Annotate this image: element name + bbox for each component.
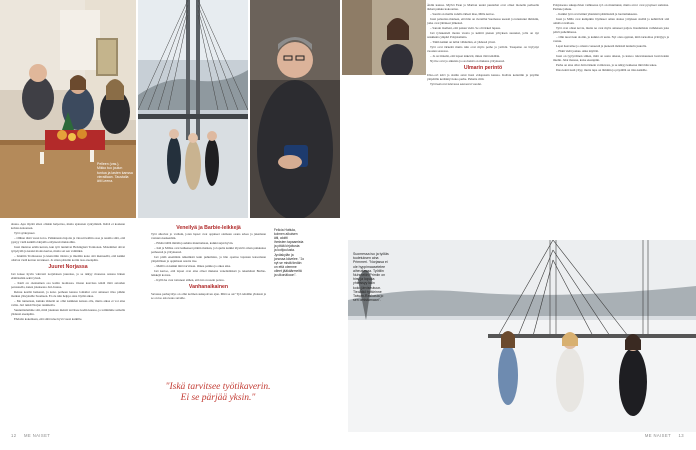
caption-line: aiheuttavaa. Työtilin (353, 268, 384, 273)
caption-line: sen omistamaan". (353, 298, 381, 303)
section-heading: Veneilyä ja Barbie-leikkejä (176, 224, 241, 231)
paragraph: Äidin kanssa. Mylvä Esan ja Marttan uudet puutarhat ovat olleet monelle perheelle tärkeä paikka kokoontua. (427, 3, 539, 12)
paragraph: Työt ovat olleet kovia, mutta ne ovat myös antaneet paljon. Kuulumisia vaihdetaan joka päivä puhelimessa. (553, 25, 669, 34)
text-column-1 (11, 222, 125, 322)
paragraph: Työt syöksyneet. (14, 230, 36, 235)
paragraph: – Sanoin itselleni, että palaan vielä. Se oli tärkeä lupaus. (430, 25, 501, 30)
section-heading: Ulmarin perintö (463, 65, 503, 72)
section-heading: Juuret Norjassa (48, 264, 88, 271)
paragraph: Jussi ja Milla ovat kumpikin löytäneet oman alansa yrityksen sisältä ja kehittävät sitä omalla tavallaan. (553, 16, 669, 25)
paragraph: Suunnittelemme sitä, mitä jokainen meistä tarvitsee kodin kanssa, ja toimimme samalla yhdessä eteenpäin. (11, 307, 125, 316)
caption-line: Suomessa iso ja työläs (353, 252, 389, 256)
photo-caption-family (97, 162, 137, 183)
page-number: 12 (11, 433, 17, 438)
pull-quote-line: "Iskä tarvitsee työtikaverin. (165, 382, 271, 392)
paragraph: Ulko-ovi kävi ja sisään astui Jussi eväspussin kanssa. Kahvia keitettiin ja pöydän ympärille kerääntyi koko perhe. Puhetta riitti. (427, 72, 539, 81)
caption-line: Nuhmeliin Primiin on (353, 273, 386, 278)
caption-line: yhteissyy kuin (353, 281, 375, 286)
paragraph: Työt kertovat tulevassa seuraavat vuodet. (430, 81, 482, 86)
photo-family-table (0, 0, 136, 218)
caption-line: äiti, aloitti (274, 236, 288, 241)
photo-bridge (138, 0, 248, 218)
page-number: 13 (678, 433, 684, 438)
caption-line: ja pitää kirjoitusta (274, 244, 300, 249)
caption-line: Felicia Huttula, (274, 228, 296, 232)
caption-line: kolmen aikuisen (274, 232, 298, 237)
pull-quote-line: Ei se pärjää yksin." (180, 392, 256, 403)
paragraph: – Me tunnetaan, kuinka tärkeää on ollut kaikkien kanssa olla, mutta aikaa ei voi aina valita. Jari tutkii Norjan rannikolla. (11, 298, 125, 307)
paragraph: Iltaa kohti tuuli yltyy, mutta tupa on lämmin ja pöydällä on tilaa kaikille. (556, 67, 648, 72)
paragraph: – Kieli on olennainen osa kotiin tuomassa. Osaan kasvissa tehdä töitä asioiden perusteella, kuten jokaisessa Jari-Juussa. (11, 280, 125, 290)
photo-woman-indoor (342, 0, 426, 75)
caption-line: tuntua ja lasten kanssa (97, 170, 133, 175)
paragraph: – Kaikki työt ovat kiinni yhteisistä päätöksistä ja luottamuksesta. (556, 11, 638, 16)
paragraph: Perhe on aina ollut Jarin tärkein voimavara, ja se näkyy kaikessa mitä hän tekee. (556, 62, 658, 67)
paragraph: – Olin nuori kun aloitin, ja kaikki oli uutta. Nyt olen oppinut, mitä tarkoittaa yrittäjyys ja vastuu. (553, 34, 669, 43)
caption-line: ole hyppimaasetelee (353, 264, 386, 269)
section-heading: Vanhanaikainen (188, 284, 229, 291)
paragraph: – Tämä kaikki on tullut vähitellen, ei yhdessä yössä. (430, 39, 496, 44)
caption-line: ihmisten tapaamista (274, 240, 304, 245)
caption-line: koko järviseutuun. (353, 285, 382, 290)
paragraph: – Kyllä he ovat tottuneet siihen, että isä on usein poissa. (154, 277, 225, 282)
magazine-name: ME NAISET (644, 433, 671, 438)
footer-right (645, 433, 684, 438)
caption-line: Mikko tuo joulun (97, 166, 123, 171)
paragraph: Jari kertoo, että lapset ovat aina olleet mukana veneilemässä ja tekemässä Barbie-leikkejä kotona. (151, 268, 266, 277)
photo-man-cup (250, 0, 340, 218)
caption-line: äiti Leena. (97, 179, 114, 184)
text-column-4 (553, 3, 669, 73)
paragraph: – Ehkä vielä joskus. Aika näyttää. (556, 48, 599, 53)
caption-line: vieraillaan. Taustalla (97, 174, 129, 179)
paragraph: Jussi on tyytyväinen siihen, mitä on saatu aikaan, ja katsoo tulevaisuuteen luottavaisin mielin. Jalat maassa, katse eteenpäin. (553, 53, 669, 62)
side-caption-felicia (274, 228, 326, 277)
paragraph: Suvussa perheyritys on ollut kolmen sukupolven ajan. Mitä se on? Työ tehdään yhdessä ja se on iso asia koko suvulle. (151, 291, 266, 300)
paragraph: Jari työskenteli monta vuotta ja kehitti pienen yrityksen suureksi, jolla on nyt asiakkaita ympäri Pohjoismaita. (427, 30, 539, 39)
paragraph: – Meillä on kaikki mitä tarvitaan. Oikea paikka ja oikea aika. (154, 263, 231, 268)
caption-line: nyt se mistä tiedän (274, 260, 302, 265)
paragraph: Ehdotin kokemaan, että siitä tulee hyvä vuosi kaikille. (14, 316, 83, 321)
paragraph: alussa. Apu myötä alkoi ollakin helpottaa, mutta ajatusten syntymästä. Ikävä ei koskaan kohtaa kokonaan. (11, 222, 125, 231)
footer-left (11, 433, 50, 438)
caption-line: tuuletuksen aina (353, 256, 379, 261)
caption-line: ja kotijoulusta. (274, 248, 295, 253)
caption-line: Tiedätkö tyttärinne (353, 289, 382, 294)
caption-line: ja ulkonäkoon". (274, 273, 297, 278)
paragraph: Jari kokee hyvin vahvasti norjalaisen juurensa, ja se näkyy monessa asiassa hänen elämässään sekä työssä. (11, 271, 125, 281)
caption-line: on että olemme (274, 264, 297, 269)
paragraph: Jussi muistaa erään kerran, kun työt tuntuivat Helsingissä Tornionan. Molemmat olivat työpöytää ja kaatui monta kertaa, mutta sai sen valmiiksi. (11, 244, 125, 253)
caption-line: Pelleen (vas.), (97, 162, 120, 166)
paragraph: Pohjoisessa sukupolvien vaihtuessa työ on muuttunut, mutta arvot ovat pysyneet samoina. Perinne jatkuu. (553, 3, 669, 12)
paragraph: – Suomi on meille todella tärkeä maa, Milla kertoo. (430, 11, 495, 16)
paragraph: Nyt he ovat jo aikuisia ja osa heistä on mukana yrityksessä. (430, 58, 505, 63)
text-column-2 (151, 222, 266, 301)
paragraph: Työt ovat tärkeitä mutta niin ovat myös perhe ja ystävät. Tasapaino on löytynyt vuosien saatossa. (427, 44, 539, 53)
pull-quote (163, 382, 273, 403)
paragraph: Jussi palauttaa mieleen, että hän on vieraillut Suomessa useasti ja tutustunut ihmisiin, jotka ovat jättäneet jälkensä. (427, 16, 539, 25)
text-column-3 (427, 3, 539, 87)
caption-line: Taiwan-Raskasta jo (353, 294, 384, 299)
paragraph: Lapsi haaveilee jo omasta veneestä ja pienestä mökistä tunturin juurella. (556, 43, 647, 48)
caption-line: Jyväskylän ja (274, 252, 294, 257)
paragraph: Jari pitää enemmän näkemistä kuin puhumista, ja hän opettaa lapsiaan katsomaan ympärilleen ja oppimaan asioita itse. (151, 254, 266, 263)
caption-line: jonossa kävelee. "Jo (274, 256, 305, 261)
paragraph: – Isiä ja Millaa ovat kulkeneet pitkän matkan, ja lopulta kaikki löysivät oman paikkansa perheessä ja yrityksessä. (151, 245, 266, 254)
caption-line: olleet jääkäärmeitä (274, 268, 302, 273)
magazine-name: ME NAISET (24, 433, 51, 438)
paragraph: – Olihan tästä vuosi kova. Palkinnasta hajoita ja vinosti kalliin osaa ja nauttia siitä, että pystyy vielä kaikilla lahjoilla erityisesti muistoihin. (11, 235, 125, 244)
caption-line: Primmeri. "Norjassa ei (353, 260, 388, 265)
caption-line: hirsi ja lopulta (353, 277, 375, 282)
paragraph: – Ja on tärkeää, että lapset näkevät, miten töitä tehdään. (430, 53, 500, 58)
photo-caption-snow (353, 252, 415, 302)
paragraph: Reissu kestää hetkessä, ja koko perheen kanssa lomailut ovat antaneet tilaa pitkän matkan yhteyksille Suomeen. Ei ole niin helppo aina löytää aikaa. (11, 289, 125, 298)
paragraph: – Istuttiin Tromssassa ja kierrettiin tiloista ja miettiin koko sitä menneellä, että kaikki olisivat vielä kerran tavanneet. Ja sitten päästiin kotiin taas eteenpäin. (11, 253, 125, 262)
paragraph: Työt alkoivat jo varhain, joten lapset ovat oppineet olemaan osana arkea ja jakamaan vastuuta keskenään. (151, 232, 266, 241)
paragraph: – Eihän täällä mitään jouduttu muuttamaan, kaikki sujui hyvin. (154, 240, 234, 245)
